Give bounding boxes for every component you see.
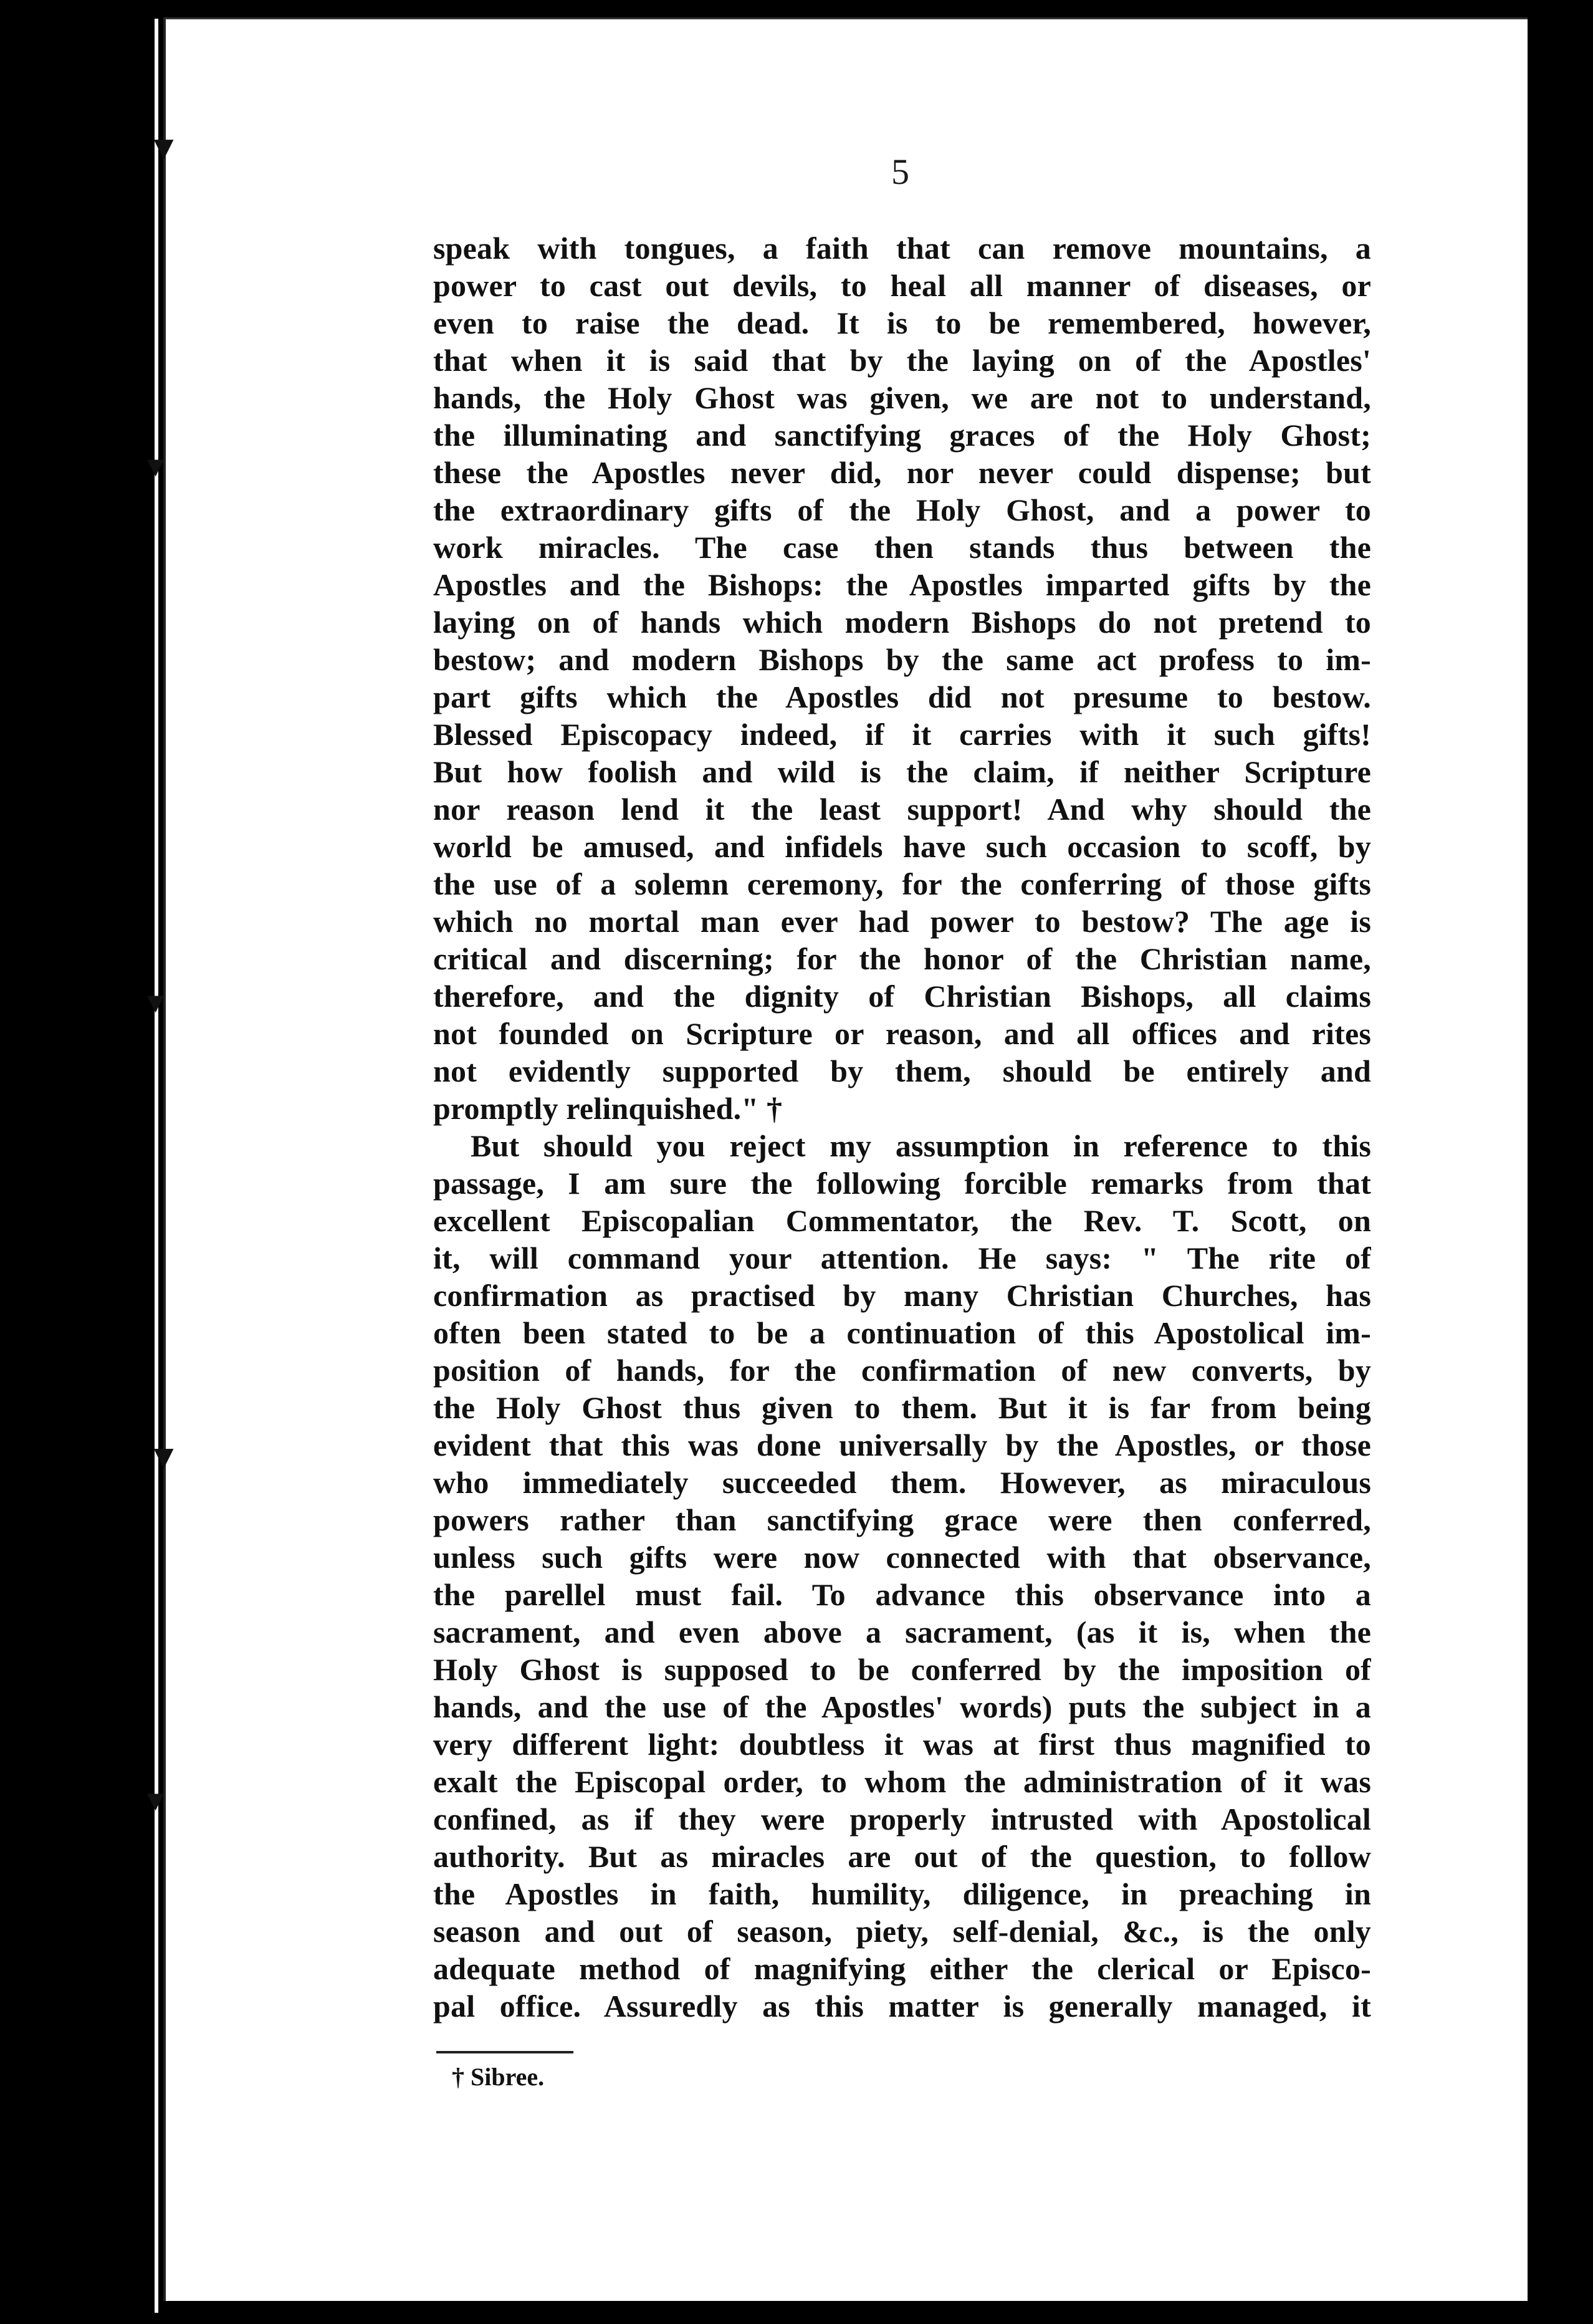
text-line: world be amused, and infidels have such occasion to scoff, by xyxy=(433,829,1371,864)
text-line: confined, as if they were properly intrusted with Apostolical xyxy=(433,1802,1371,1837)
text-line: work miracles. The case then stands thus between the xyxy=(433,530,1371,565)
text-line: sacrament, and even above a sacrament, (as it is, when the xyxy=(433,1615,1371,1649)
text-line: even to raise the dead. It is to be remembered, however, xyxy=(433,305,1371,340)
text-line: position of hands, for the confirmation of new converts, by xyxy=(433,1353,1371,1388)
margin-tick-icon: ▾ xyxy=(147,447,165,484)
text-line: the Holy Ghost thus given to them. But it is far from being xyxy=(433,1390,1371,1425)
text-line: hands, and the use of the Apostles' words) puts the subject in a xyxy=(433,1689,1371,1724)
text-line: the illuminating and sanctifying graces of the Holy Ghost; xyxy=(433,418,1371,453)
text-line: But should you reject my assumption in reference to this xyxy=(471,1128,1371,1163)
text-line: the extraordinary gifts of the Holy Ghost, and a power to xyxy=(433,492,1371,527)
text-line: that when it is said that by the laying on of the Apostles' xyxy=(433,343,1371,378)
scan-bottom-edge xyxy=(163,2299,1525,2324)
text-line: which no mortal man ever had power to bestow? The age is xyxy=(433,904,1371,939)
text-line: Holy Ghost is supposed to be conferred by the imposition of xyxy=(433,1652,1371,1687)
text-line: Apostles and the Bishops: the Apostles imparted gifts by the xyxy=(433,567,1371,602)
text-line: often been stated to be a continuation of this Apostolical im- xyxy=(433,1315,1371,1350)
text-line: not evidently supported by them, should be entirely and xyxy=(433,1054,1371,1088)
text-line: pal office. Assuredly as this matter is generally managed, it xyxy=(433,1989,1371,2024)
margin-tick-icon: ▾ xyxy=(147,1781,165,1818)
footnote-rule xyxy=(436,2051,573,2053)
text-line: unless such gifts were now connected with that observance, xyxy=(433,1540,1371,1575)
text-line: laying on of hands which modern Bishops do not pretend to xyxy=(433,605,1371,640)
text-line: the Apostles in faith, humility, diligence, in preaching in xyxy=(433,1876,1371,1911)
text-line: promptly relinquished." † xyxy=(433,1091,783,1126)
page-number: 5 xyxy=(891,151,909,192)
text-line: part gifts which the Apostles did not presume to bestow. xyxy=(433,679,1371,714)
text-line: powers rather than sanctifying grace were then conferred, xyxy=(433,1502,1371,1537)
body-text xyxy=(433,229,1371,2025)
text-line: very different light: doubtless it was at first thus magnified to xyxy=(433,1727,1371,1762)
text-line: power to cast out devils, to heal all manner of diseases, or xyxy=(433,268,1371,303)
text-line: passage, I am sure the following forcible remarks from that xyxy=(433,1166,1371,1201)
text-line: excellent Episcopalian Commentator, the Rev. T. Scott, on xyxy=(433,1203,1371,1238)
text-line: speak with tongues, a faith that can remove mountains, a xyxy=(433,231,1371,266)
footnote: † Sibree. xyxy=(452,2063,545,2091)
binding-line xyxy=(155,19,158,2313)
text-line: not founded on Scripture or reason, and all offices and rites xyxy=(433,1016,1371,1051)
text-line: exalt the Episcopal order, to whom the administration of it was xyxy=(433,1764,1371,1799)
text-line: hands, the Holy Ghost was given, we are not to understand, xyxy=(433,380,1371,415)
text-line: confirmation as practised by many Christian Churches, has xyxy=(433,1278,1371,1313)
text-line: But how foolish and wild is the claim, if neither Scripture xyxy=(433,754,1371,789)
text-line: bestow; and modern Bishops by the same act profess to im- xyxy=(433,642,1371,677)
margin-arrow-icon: ▼ xyxy=(147,1438,181,1476)
text-line: nor reason lend it the least support! And why should the xyxy=(433,792,1371,827)
text-line: critical and discerning; for the honor of the Christian name, xyxy=(433,941,1371,976)
text-line: adequate method of magnifying either the clerical or Episco- xyxy=(433,1951,1371,1986)
text-line: the use of a solemn ceremony, for the conferring of those gifts xyxy=(433,867,1371,901)
text-line: season and out of season, piety, self-denial, &c., is the only xyxy=(433,1914,1371,1949)
scan-right-edge xyxy=(1525,0,1593,2324)
text-line: Blessed Episcopacy indeed, if it carries with it such gifts! xyxy=(433,717,1371,752)
text-line: the parellel must fail. To advance this observance into a xyxy=(433,1577,1371,1612)
margin-tick-icon: ▾ xyxy=(147,983,165,1020)
text-line: these the Apostles never did, nor never could dispense; but xyxy=(433,455,1371,490)
text-line: therefore, and the dignity of Christian Bishops, all claims xyxy=(433,979,1371,1014)
text-line: it, will command your attention. He says: " The rite of xyxy=(433,1241,1371,1275)
text-line: evident that this was done universally by the Apostles, or those xyxy=(433,1428,1371,1462)
text-line: authority. But as miracles are out of the question, to follow xyxy=(433,1839,1371,1874)
text-line: who immediately succeeded them. However, as miraculous xyxy=(433,1465,1371,1500)
scan-left-edge xyxy=(0,0,150,2324)
margin-arrow-icon: ▼ xyxy=(147,129,181,166)
